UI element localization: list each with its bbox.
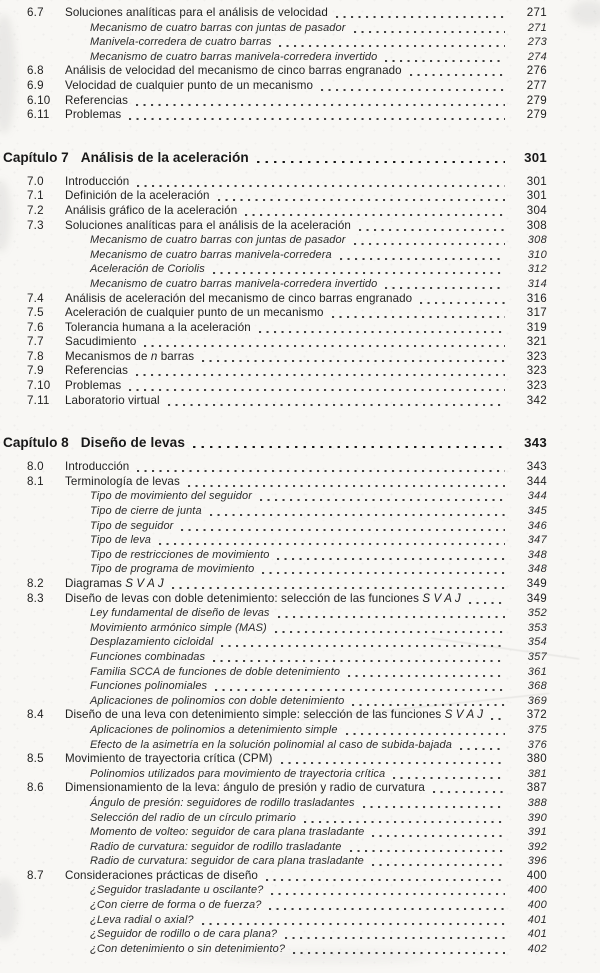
dot-leader	[344, 723, 505, 738]
dot-leader	[467, 592, 505, 607]
entry-page-number: 400	[526, 868, 547, 882]
entry-title: Tolerancia humana a la aceleración	[65, 320, 251, 334]
entry-page-number: 381	[527, 767, 547, 780]
dot-leader	[179, 519, 505, 534]
toc-section-row	[27, 204, 547, 219]
entry-page-number: 310	[527, 248, 547, 261]
toc-subsection-row	[27, 665, 547, 680]
entry-number: 7.3	[27, 218, 44, 232]
entry-page-number: 348	[527, 563, 547, 576]
entry-number: 8.6	[27, 781, 44, 795]
dot-leader	[370, 854, 505, 869]
entry-title: Diseño de levas	[80, 435, 185, 451]
dot-leader	[330, 306, 505, 321]
entry-page-number: 369	[527, 694, 547, 707]
dot-leader	[283, 927, 505, 942]
toc-subsection-row	[27, 35, 547, 50]
entry-title: Tipo de programa de movimiento	[90, 563, 255, 576]
entry-page-number: 352	[527, 607, 547, 620]
toc-subsection-row	[27, 723, 547, 738]
entry-title: Funciones combinadas	[90, 650, 206, 663]
toc-section-row	[27, 592, 547, 607]
toc-subsection-row	[27, 504, 547, 519]
dot-leader	[216, 189, 505, 204]
entry-title: Momento de volteo: seguidor de cara plana trasladante	[90, 826, 365, 839]
entry-title: Familia SCCA de funciones de doble detenimiento	[90, 665, 341, 678]
toc-section-row	[27, 394, 547, 409]
entry-title: Selección del radio de un círculo primario	[90, 811, 296, 824]
entry-title: Tipo de leva	[90, 534, 152, 547]
entry-title: Tipo de restricciones de movimiento	[90, 548, 270, 561]
entry-title: Aplicaciones de polinomios con doble detenimiento	[90, 694, 345, 707]
toc-subsection-row	[27, 519, 547, 534]
entry-title	[65, 708, 483, 723]
toc-section-row	[27, 781, 547, 796]
entry-title: Soluciones analíticas para el análisis de la aceleración	[65, 218, 351, 232]
toc-subsection-row	[27, 796, 547, 811]
entry-title-part: S V A J	[422, 591, 461, 605]
entry-title: Desplazamiento cicloidal	[90, 636, 214, 649]
toc-subsection-row	[27, 840, 547, 855]
dot-leader	[431, 781, 505, 796]
entry-page-number: 391	[527, 826, 547, 839]
toc-section-row	[27, 335, 547, 350]
toc-section-row	[27, 94, 547, 109]
entry-title: Ley fundamental de diseño de levas	[90, 607, 270, 620]
toc-subsection-row	[27, 277, 547, 292]
toc-subsection-row	[27, 927, 547, 942]
dot-leader	[383, 277, 505, 292]
toc-subsection-row	[27, 913, 547, 928]
entry-number: 8.0	[27, 460, 44, 474]
toc-subsection-row	[27, 767, 547, 782]
toc-section-row	[27, 321, 547, 336]
entry-page-number: 271	[526, 6, 547, 19]
toc-section-row	[27, 175, 547, 190]
entry-page-number: 361	[527, 665, 547, 678]
dot-leader	[458, 738, 505, 753]
entry-title: Mecanismo de cuatro barras con juntas de pasador	[90, 21, 346, 34]
entry-page-number: 323	[526, 379, 547, 393]
dot-leader	[135, 460, 505, 475]
entry-title: Problemas	[65, 379, 122, 393]
toc-section-row	[27, 752, 547, 767]
dot-leader	[418, 292, 505, 307]
entry-page-number: 401	[527, 928, 547, 941]
entry-title: Análisis gráfico de la aceleración	[65, 203, 238, 217]
entry-title: Aplicaciones de polinomios a detenimiento simple	[90, 723, 338, 736]
entry-title: Tipo de cierre de junta	[90, 505, 202, 518]
entry-page-number: 314	[527, 277, 547, 290]
entry-page-number: 380	[526, 752, 547, 766]
entry-page-number: 345	[527, 505, 547, 518]
dot-leader	[166, 394, 505, 409]
dot-leader	[350, 694, 505, 709]
entry-title: Ángulo de presión: seguidores de rodillo trasladantes	[90, 796, 355, 809]
entry-title-part: Diagramas	[65, 577, 126, 590]
entry-page-number: 342	[526, 393, 547, 407]
dot-leader	[213, 679, 505, 694]
dot-leader	[211, 650, 505, 665]
entry-number: 7.10	[27, 379, 51, 393]
dot-leader	[157, 533, 505, 548]
toc-section-row	[27, 292, 547, 307]
entry-number: 8.2	[27, 577, 44, 590]
entry-page-number: 346	[527, 519, 547, 532]
entry-title: Análisis de la aceleración	[80, 149, 249, 165]
toc-section-row	[27, 577, 547, 592]
entry-page-number: 343	[524, 435, 547, 451]
dot-leader	[127, 108, 505, 123]
entry-number: 7.4	[27, 291, 44, 305]
entry-page-number: 400	[527, 899, 547, 912]
toc-subsection-row	[27, 898, 547, 913]
dot-leader	[257, 321, 505, 336]
entry-title: Introducción	[65, 460, 130, 474]
entry-number: 8.4	[27, 708, 44, 722]
entry-title: ¿Con detenimiento o sin detenimiento?	[90, 942, 286, 955]
toc-subsection-row	[27, 650, 547, 665]
dot-leader	[319, 79, 505, 94]
toc-section-row	[27, 708, 547, 723]
entry-title: ¿Seguidor trasladante u oscilante?	[90, 884, 264, 897]
entry-title-part: Mecanismos de	[65, 349, 151, 363]
toc-section-row	[27, 869, 547, 884]
toc-subsection-row	[27, 262, 547, 277]
dot-leader	[258, 489, 505, 504]
entry-number: 6.8	[27, 64, 44, 78]
chapter-label: Capítulo 7	[3, 149, 69, 165]
toc-subsection-row	[27, 533, 547, 548]
entry-title	[65, 350, 194, 365]
entry-number: 6.7	[27, 6, 44, 19]
toc-subsection-row	[27, 548, 547, 563]
entry-page-number: 402	[527, 942, 547, 955]
entry-page-number: 396	[527, 855, 547, 868]
dot-leader	[264, 869, 505, 884]
entry-title-part: Diseño de levas con doble detenimiento: selección de las funciones	[65, 591, 423, 605]
entry-page-number: 316	[526, 291, 547, 305]
entry-page-number: 273	[527, 36, 547, 49]
toc-section-row	[27, 306, 547, 321]
entry-page-number: 357	[527, 650, 547, 663]
toc-subsection-row	[27, 883, 547, 898]
entry-page-number: 323	[526, 364, 547, 378]
dot-leader	[269, 883, 505, 898]
entry-number: 6.10	[27, 93, 51, 107]
entry-number: 8.5	[27, 752, 44, 766]
entry-page-number: 392	[527, 840, 547, 853]
dot-leader	[170, 577, 505, 592]
entry-title-part: Diseño de una leva con detenimiento simple: selección de las funciones	[65, 708, 445, 722]
entry-number: 7.6	[27, 320, 44, 334]
entry-page-number: 390	[527, 811, 547, 824]
dot-leader	[279, 752, 506, 767]
entry-title: Funciones polinomiales	[90, 680, 208, 693]
entry-number: 8.3	[27, 591, 44, 605]
dot-leader	[338, 248, 505, 263]
entry-page-number: 274	[527, 50, 547, 63]
dot-leader	[200, 913, 505, 928]
entry-number: 7.2	[27, 203, 44, 217]
dot-leader	[267, 898, 505, 913]
entry-title: Movimiento de trayectoria crítica (CPM)	[65, 752, 273, 766]
entry-title: Referencias	[65, 93, 128, 107]
entry-page-number: 347	[527, 534, 547, 547]
entry-title: Consideraciones prácticas de diseño	[65, 868, 258, 882]
toc-subsection-row	[27, 233, 547, 248]
entry-page-number: 349	[526, 577, 547, 590]
entry-title: Manivela-corredera de cuatro barras	[90, 36, 272, 49]
dot-leader	[346, 665, 505, 680]
toc-section-row	[27, 189, 547, 204]
entry-title: Movimiento armónico simple (MAS)	[90, 621, 267, 634]
entry-page-number: 308	[527, 234, 547, 247]
entry-page-number: 349	[526, 591, 547, 605]
entry-title: Análisis de velocidad del mecanismo de cinco barras engranado	[65, 64, 402, 78]
entry-page-number: 317	[526, 306, 547, 320]
dot-leader	[142, 335, 505, 350]
entry-page-number: 353	[527, 621, 547, 634]
dot-leader	[211, 262, 505, 277]
toc-subsection-row	[27, 694, 547, 709]
entry-title: Laboratorio virtual	[65, 393, 160, 407]
entry-title: Análisis de aceleración del mecanismo de cinco barras engranado	[65, 291, 413, 305]
toc-section-row	[27, 475, 547, 490]
entry-page-number: 376	[527, 738, 547, 751]
dot-leader	[275, 548, 505, 563]
entry-page-number: 304	[526, 203, 547, 217]
dot-leader	[273, 621, 505, 636]
toc-section-row	[27, 79, 547, 94]
entry-number: 8.1	[27, 474, 44, 488]
dot-leader	[200, 350, 505, 365]
dot-leader	[352, 21, 506, 36]
entry-number: 7.9	[27, 364, 44, 378]
entry-title: Velocidad de cualquier punto de un mecanismo	[65, 78, 314, 92]
toc-subsection-row	[27, 606, 547, 621]
entry-title: Dimensionamiento de la leva: ángulo de presión y radio de curvatura	[65, 781, 425, 795]
entry-page-number: 400	[527, 884, 547, 897]
entry-title	[65, 577, 164, 592]
dot-leader	[134, 94, 505, 109]
dot-leader	[408, 64, 505, 79]
toc-section-row	[27, 6, 547, 21]
dot-leader	[370, 825, 505, 840]
entry-title: Tipo de seguidor	[90, 519, 174, 532]
entry-number: 7.11	[27, 393, 50, 407]
entry-page-number: 279	[526, 108, 547, 122]
toc-chapter-row	[3, 149, 547, 166]
entry-title: Definición de la aceleración	[65, 189, 210, 203]
dot-leader	[334, 6, 505, 21]
dot-leader	[208, 504, 505, 519]
dot-leader	[361, 796, 505, 811]
entry-page-number: 301	[524, 149, 547, 165]
dot-leader	[127, 379, 505, 394]
entry-number: 7.5	[27, 306, 44, 320]
dot-leader	[277, 35, 505, 50]
dot-leader	[489, 708, 505, 723]
entry-page-number: 401	[527, 913, 547, 926]
entry-page-number: 277	[526, 78, 547, 92]
toc-subsection-row	[27, 50, 547, 65]
entry-title: Aceleración de Coriolis	[90, 263, 205, 276]
dot-leader	[260, 562, 505, 577]
entry-number: 6.9	[27, 78, 44, 92]
dot-leader	[276, 606, 505, 621]
toc-subsection-row	[27, 562, 547, 577]
entry-page-number: 372	[526, 708, 547, 722]
toc-chapter-row	[3, 434, 547, 451]
entry-page-number: 323	[526, 349, 547, 363]
entry-title: Efecto de la asimetría en la solución polinomial al caso de subida-bajada	[90, 738, 452, 751]
dot-leader	[186, 475, 505, 490]
dot-leader	[243, 204, 505, 219]
toc-section-row	[27, 64, 547, 79]
entry-title: ¿Con cierre de forma o de fuerza?	[90, 899, 262, 912]
entry-page-number: 321	[526, 335, 547, 349]
toc-subsection-row	[27, 825, 547, 840]
entry-page-number: 343	[526, 460, 547, 474]
entry-page-number: 388	[527, 796, 547, 809]
entry-page-number: 279	[526, 93, 547, 107]
entry-title: Aceleración de cualquier punto de un mecanismo	[65, 306, 324, 320]
entry-title-part: n	[150, 349, 158, 363]
entry-title: Radio de curvatura: seguidor de rodillo trasladante	[90, 840, 342, 853]
toc-section-row	[27, 364, 547, 379]
entry-number: 6.11	[27, 108, 50, 122]
entry-title: Problemas	[65, 108, 122, 122]
entry-page-number: 271	[527, 21, 547, 34]
dot-leader	[302, 811, 505, 826]
entry-title: Mecanismo de cuatro barras manivela-corredera invertido	[90, 50, 378, 63]
dot-leader	[383, 50, 505, 65]
entry-number: 8.7	[27, 868, 44, 882]
dot-leader	[348, 840, 505, 855]
toc-subsection-row	[27, 738, 547, 753]
entry-number: 7.0	[27, 174, 44, 188]
entry-page-number: 368	[527, 680, 547, 693]
dot-leader	[134, 364, 505, 379]
entry-page-number: 276	[526, 64, 547, 78]
entry-title: Referencias	[65, 364, 128, 378]
toc-subsection-row	[27, 635, 547, 650]
entry-page-number: 348	[527, 548, 547, 561]
entry-page-number: 344	[527, 490, 547, 503]
entry-title: Polinomios utilizados para movimiento de trayectoria crítica	[90, 767, 386, 780]
dot-leader	[219, 635, 505, 650]
entry-title-part: S V A J	[125, 577, 164, 590]
dot-leader	[135, 175, 505, 190]
entry-page-number: 308	[526, 218, 547, 232]
toc-section-row	[27, 350, 547, 365]
dot-leader	[357, 219, 505, 234]
entry-title: Terminología de levas	[65, 474, 180, 488]
toc-section-row	[27, 219, 547, 234]
entry-number: 7.1	[27, 189, 44, 203]
entry-page-number: 375	[527, 723, 547, 736]
dot-leader	[352, 233, 506, 248]
toc-section-row	[27, 460, 547, 475]
entry-title: ¿Leva radial o axial?	[90, 913, 194, 926]
toc-section-row	[27, 108, 547, 123]
toc-subsection-row	[27, 621, 547, 636]
entry-page-number: 319	[526, 320, 547, 334]
toc-subsection-row	[27, 854, 547, 869]
entry-title: Sacudimiento	[65, 335, 137, 349]
entry-title-part: barras	[157, 349, 195, 363]
entry-title: Mecanismo de cuatro barras con juntas de pasador	[90, 234, 346, 247]
toc-subsection-row	[27, 248, 547, 263]
chapter-label: Capítulo 8	[3, 435, 69, 451]
entry-title: Soluciones analíticas para el análisis de velocidad	[65, 6, 328, 19]
entry-title: Mecanismo de cuatro barras manivela-corredera	[90, 248, 332, 261]
dot-leader	[391, 767, 505, 782]
entry-page-number: 312	[527, 263, 547, 276]
entry-page-number: 387	[526, 781, 547, 795]
toc-subsection-row	[27, 679, 547, 694]
entry-title: Radio de curvatura: seguidor de cara plana trasladante	[90, 855, 364, 868]
entry-title-part: S V A J	[444, 708, 484, 722]
dot-leader	[255, 149, 505, 166]
entry-page-number: 301	[526, 174, 547, 188]
toc-section-row	[27, 379, 547, 394]
toc-subsection-row	[27, 942, 547, 957]
entry-number: 7.8	[27, 349, 44, 363]
entry-page-number: 354	[527, 636, 547, 649]
entry-title: Tipo de movimiento del seguidor	[90, 490, 252, 503]
toc-subsection-row	[27, 811, 547, 826]
dot-leader	[191, 434, 505, 451]
entry-title: Introducción	[65, 174, 130, 188]
entry-title	[65, 592, 461, 607]
entry-page-number: 344	[526, 474, 547, 488]
dot-leader	[291, 942, 505, 957]
entry-title: ¿Seguidor de rodillo o de cara plana?	[90, 928, 278, 941]
toc-subsection-row	[27, 21, 547, 36]
entry-page-number: 301	[526, 189, 547, 203]
entry-number: 7.7	[27, 335, 44, 349]
toc-subsection-row	[27, 489, 547, 504]
entry-title: Mecanismo de cuatro barras manivela-corredera invertido	[90, 277, 378, 290]
